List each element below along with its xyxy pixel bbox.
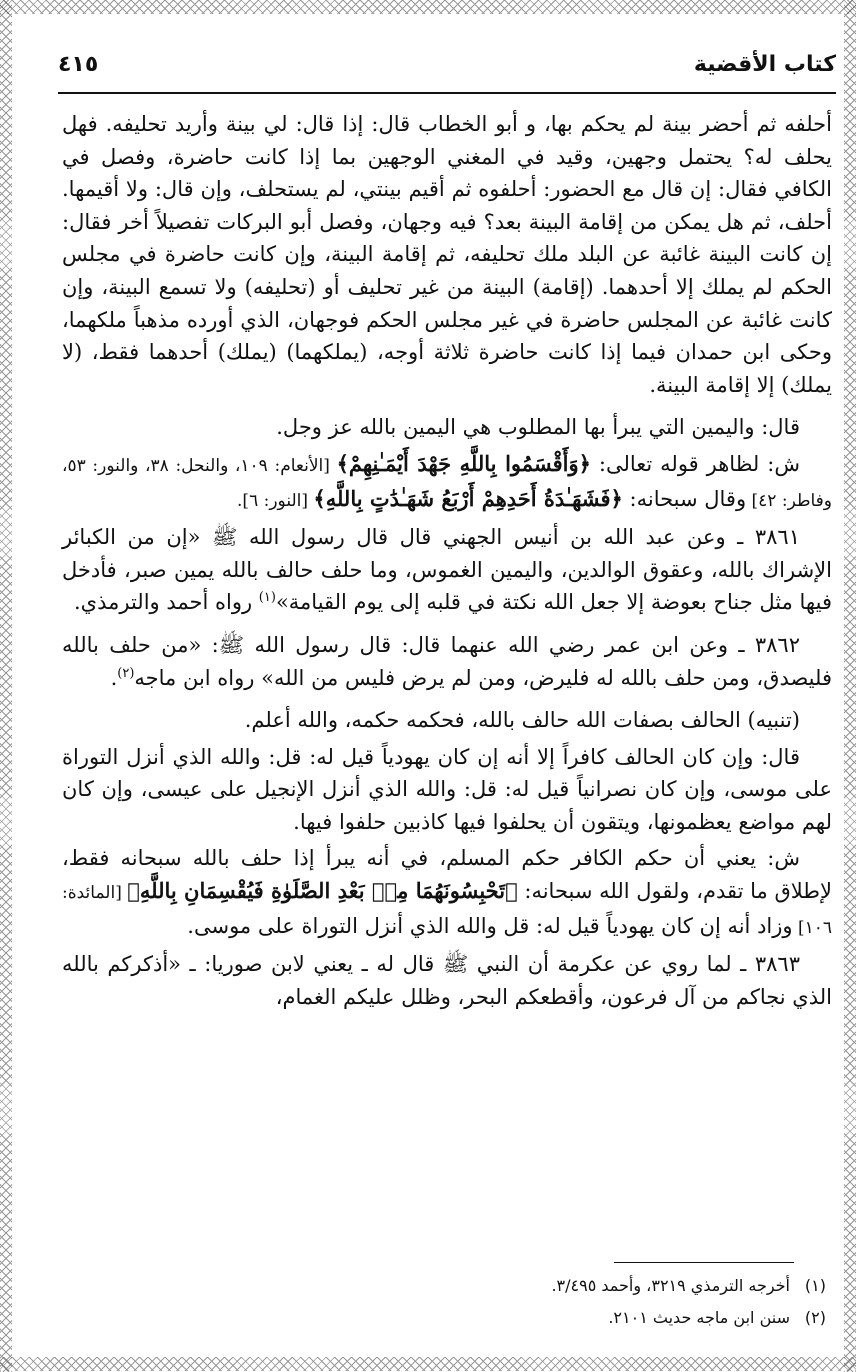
footnote-marker-2[interactable]: (٢) bbox=[117, 665, 135, 681]
paragraph-8-text-b: وزاد أنه إن كان يهودياً قيل له: قل والله الذي أنزل التوراة على موسى. bbox=[187, 913, 793, 938]
footnote-number: (١) bbox=[804, 1276, 826, 1295]
decorative-border-top bbox=[0, 0, 856, 14]
footnote-1 bbox=[46, 1270, 826, 1302]
hadith-3861-text: ٣٨٦١ ـ وعن عبد الله بن أنيس الجهني قال قال رسول الله ﷺ «إن من الكبائر الإشراك بالله، وعقوق الوالدين، واليمين الغموس، وما حلف حالف بالله يمين صبر، فأدخل فيها مثل جناح بعوضة إلا جعل الله نكتة في قلبه إلى يوم القيامة» bbox=[62, 525, 832, 615]
main-text bbox=[62, 108, 832, 1017]
paragraph-notice: (تنبيه) الحالف بصفات الله حالف بالله، فحكمه حكمه، والله أعلم. bbox=[244, 708, 800, 733]
book-title: كتاب الأقضية bbox=[693, 52, 836, 77]
page-header bbox=[58, 48, 836, 94]
hadith-3862-end: . bbox=[110, 665, 118, 690]
decorative-border-bottom bbox=[0, 1357, 856, 1371]
footnote-divider bbox=[614, 1262, 794, 1263]
footnote-2 bbox=[46, 1302, 826, 1334]
hadith-3862 bbox=[62, 629, 832, 694]
footnote-text: سنن ابن ماجه حديث ٢١٠١. bbox=[608, 1308, 790, 1327]
paragraph-3 bbox=[62, 448, 832, 517]
hadith-3862-text: ٣٨٦٢ ـ وعن ابن عمر رضي الله عنهما قال: قال رسول الله ﷺ: «من حلف بالله فليصدق، ومن حلف بالله له فليرض، ومن لم يرض فليس من الله» رواه ابن ماجه bbox=[62, 632, 832, 690]
paragraph-3-text-a: ش: لظاهر قوله تعالى: bbox=[590, 451, 800, 476]
page-number: ٤١٥ bbox=[58, 52, 99, 77]
paragraph-2: قال: واليمين التي يبرأ بها المطلوب هي اليمين بالله عز وجل. bbox=[276, 415, 800, 440]
quran-verse-1: ﴿وَأَقْسَمُوا بِاللَّهِ جَهْدَ أَيْمَـٰنِهِمْ﴾ bbox=[336, 450, 591, 476]
verse-reference-3: [المائدة: ١٠٦] bbox=[62, 883, 832, 938]
paragraph-1: أحلفه ثم أحضر بينة لم يحكم بها، و أبو الخطاب قال: إذا قال: لي بينة وأريد تحليفه. فهل يحلف له؟ يحتمل وجهين، وقيد في المغني الوجهين بما إذا كانت حاضرة، وفصل في الكافي فقال: إن قال مع الحضور: أحلفوه ثم أقيم بينتي، لم يستحلف، وإن قال: ولا أقيمها. أحلف، ثم هل يمكن من إقامة البينة بعد؟ فيه وجهان، وفصل أبو البركات تفصيلاً أخر فقال: إن كانت البينة غائبة عن البلد ملك تحليفه، ثم إقامة البينة، وإن كانت حاضرة في مجلس الحكم لم يملك إلا أحدهما. (إقامة) البينة من غير تحليف أو (تحليفه) ولا تسمع البينة، وإن كانت غائبة عن المجلس حاضرة في غير مجلس الحكم فوجهان، الذي أورده مذهباً ملكهما، وحكى ابن حمدان فيما إذا كانت حاضرة ثلاثة أوجه، (يملكهما) (يملك) أحدهما فقط، (لا يملك) إلا إقامة البينة. bbox=[62, 112, 832, 397]
paragraph-3-text-b: وقال سبحانه: bbox=[622, 486, 747, 511]
paragraph-7: قال: وإن كان الحالف كافراً إلا أنه إن كان يهودياً قيل له: قل: والله الذي أنزل التوراة على موسى، وإن كان نصرانياً قيل له: قل: والله الذي أنزل الإنجيل على عيسى، وإن كان لهم مواضع يعظمونها، ويتقون أن يحلفوا فيها كاذبين حلفوا فيها. bbox=[62, 744, 832, 834]
verse-reference-2: [النور: ٦]. bbox=[237, 490, 314, 511]
paragraph-8-text-a: ش: يعني أن حكم الكافر حكم المسلم، في أنه يبرأ إذا حلف بالله سبحانه فقط، لإطلاق ما تقدم، ولقول الله سبحانه: bbox=[62, 846, 832, 904]
footnote-marker-1[interactable]: (١) bbox=[258, 590, 276, 606]
hadith-3863: ٣٨٦٣ ـ لما روي عن عكرمة أن النبي ﷺ قال له ـ يعني لابن صوريا: ـ «أذكركم بالله الذي نجاكم من آل فرعون، وأقطعكم البحر، وظلل عليكم الغمام، bbox=[62, 952, 832, 1009]
hadith-3861 bbox=[62, 521, 832, 619]
hadith-3861-source: رواه أحمد والترمذي. bbox=[73, 590, 259, 615]
paragraph-8 bbox=[62, 842, 832, 944]
decorative-border-left bbox=[0, 0, 12, 1372]
footnote-number: (٢) bbox=[804, 1308, 826, 1327]
decorative-border-right bbox=[844, 0, 856, 1372]
quran-verse-3: ﴿تَحْبِسُونَهُمَا مِنۢ بَعْدِ الصَّلَوٰةِ فَيُقْسِمَانِ بِاللَّهِ﴾ bbox=[127, 878, 518, 904]
quran-verse-2: ﴿فَشَهَـٰدَةُ أَحَدِهِمْ أَرْبَعُ شَهَـٰدَٰتٍ بِاللَّهِ﴾ bbox=[313, 485, 623, 511]
footnote-text: أخرجه الترمذي ٣٢١٩، وأحمد ٣/٤٩٥. bbox=[551, 1276, 790, 1295]
footnotes bbox=[46, 1270, 826, 1334]
verse-reference-1: [الأنعام: ١٠٩، والنحل: ٣٨، والنور: ٥٣، وفاطر: ٤٢] bbox=[62, 455, 832, 511]
